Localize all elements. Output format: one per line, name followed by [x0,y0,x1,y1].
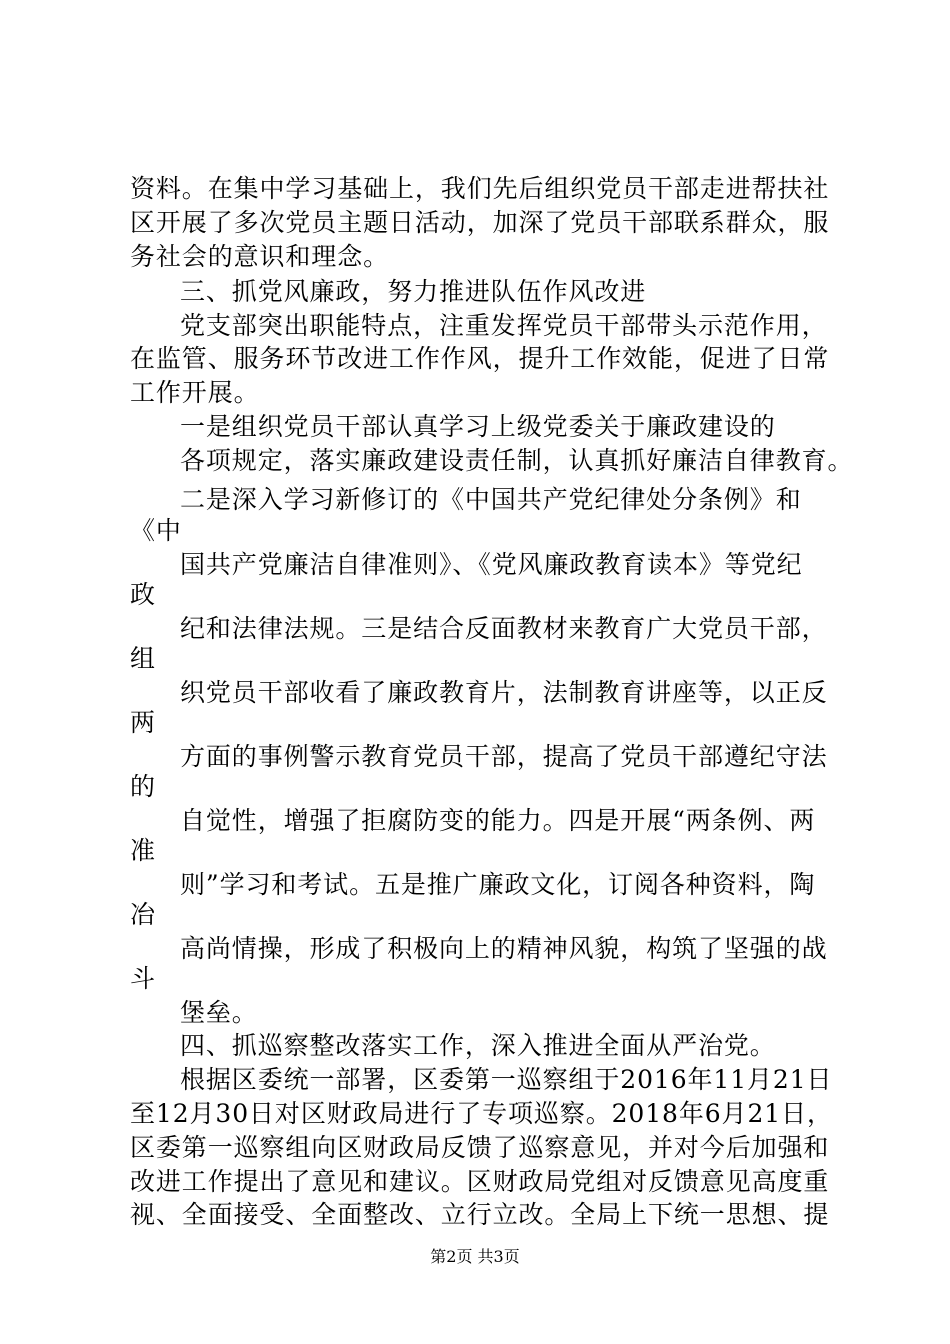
body-line-wrap: 组 [130,644,156,673]
body-line: 区委第一巡察组向区财政局反馈了巡察意见，并对今后加强和 [130,1133,830,1162]
body-line: 国共产党廉洁自律准则》、《党风廉政教育读本》等党纪 [180,550,803,579]
body-line: 纪和法律法规。三是结合反面教材来教育广大党员干部， [180,614,828,643]
body-line: 改进工作提出了意见和建议。区财政局党组对反馈意见高度重 [130,1167,830,1196]
body-line-wrap: 冶 [130,900,156,929]
body-line: 至12月30日对区财政局进行了专项巡察。2018年6月21日， [130,1099,833,1128]
body-line-wrap: 政 [130,580,156,609]
body-line-wrap: 的 [130,772,156,801]
body-line: 二是深入学习新修订的《中国共产党纪律处分条例》和 [180,485,802,514]
body-line-wrap: 斗 [130,964,156,993]
body-line: 高尚情操，形成了积极向上的精神风貌，构筑了坚强的战 [180,934,828,963]
section-heading: 四、抓巡察整改落实工作，深入推进全面从严治党。 [180,1031,776,1060]
section-heading: 三、抓党风廉政，努力推进队伍作风改进 [180,277,647,306]
body-line: 各项规定，落实廉政建设责任制，认真抓好廉洁自律教育。 [180,446,854,475]
body-line: 务社会的意识和理念。 [130,242,390,271]
body-line: 织党员干部收看了廉政教育片，法制教育讲座等，以正反 [180,678,828,707]
body-line: 根据区委统一部署，区委第一巡察组于2016年11月21日 [180,1065,833,1094]
body-line: 区开展了多次党员主题日活动，加深了党员干部联系群众，服 [130,208,830,237]
body-line: 党支部突出职能特点，注重发挥党员干部带头示范作用， [180,311,828,340]
body-line: 则”学习和考试。五是推广廉政文化，订阅各种资料，陶 [180,870,816,899]
body-line: 视、全面接受、全面整改、立行立改。全局上下统一思想、提 [130,1200,830,1229]
body-line: 工作开展。 [130,378,260,407]
body-line: 一是组织党员干部认真学习上级党委关于廉政建设的 [180,412,776,441]
body-line: 方面的事例警示教育党员干部，提高了党员干部遵纪守法 [180,742,828,771]
page-number-footer: 第2页 共3页 [430,1247,520,1266]
body-line-wrap: 《中 [130,516,182,545]
body-line: 堡垒。 [180,998,258,1027]
body-line-wrap: 准 [130,836,156,865]
body-line: 在监管、服务环节改进工作作风，提升工作效能，促进了日常 [130,344,830,373]
body-line-wrap: 两 [130,708,156,737]
body-line: 自觉性，增强了拒腐防变的能力。四是开展“两条例、两 [180,806,816,835]
body-line: 资料。在集中学习基础上，我们先后组织党员干部走进帮扶社 [130,174,830,203]
